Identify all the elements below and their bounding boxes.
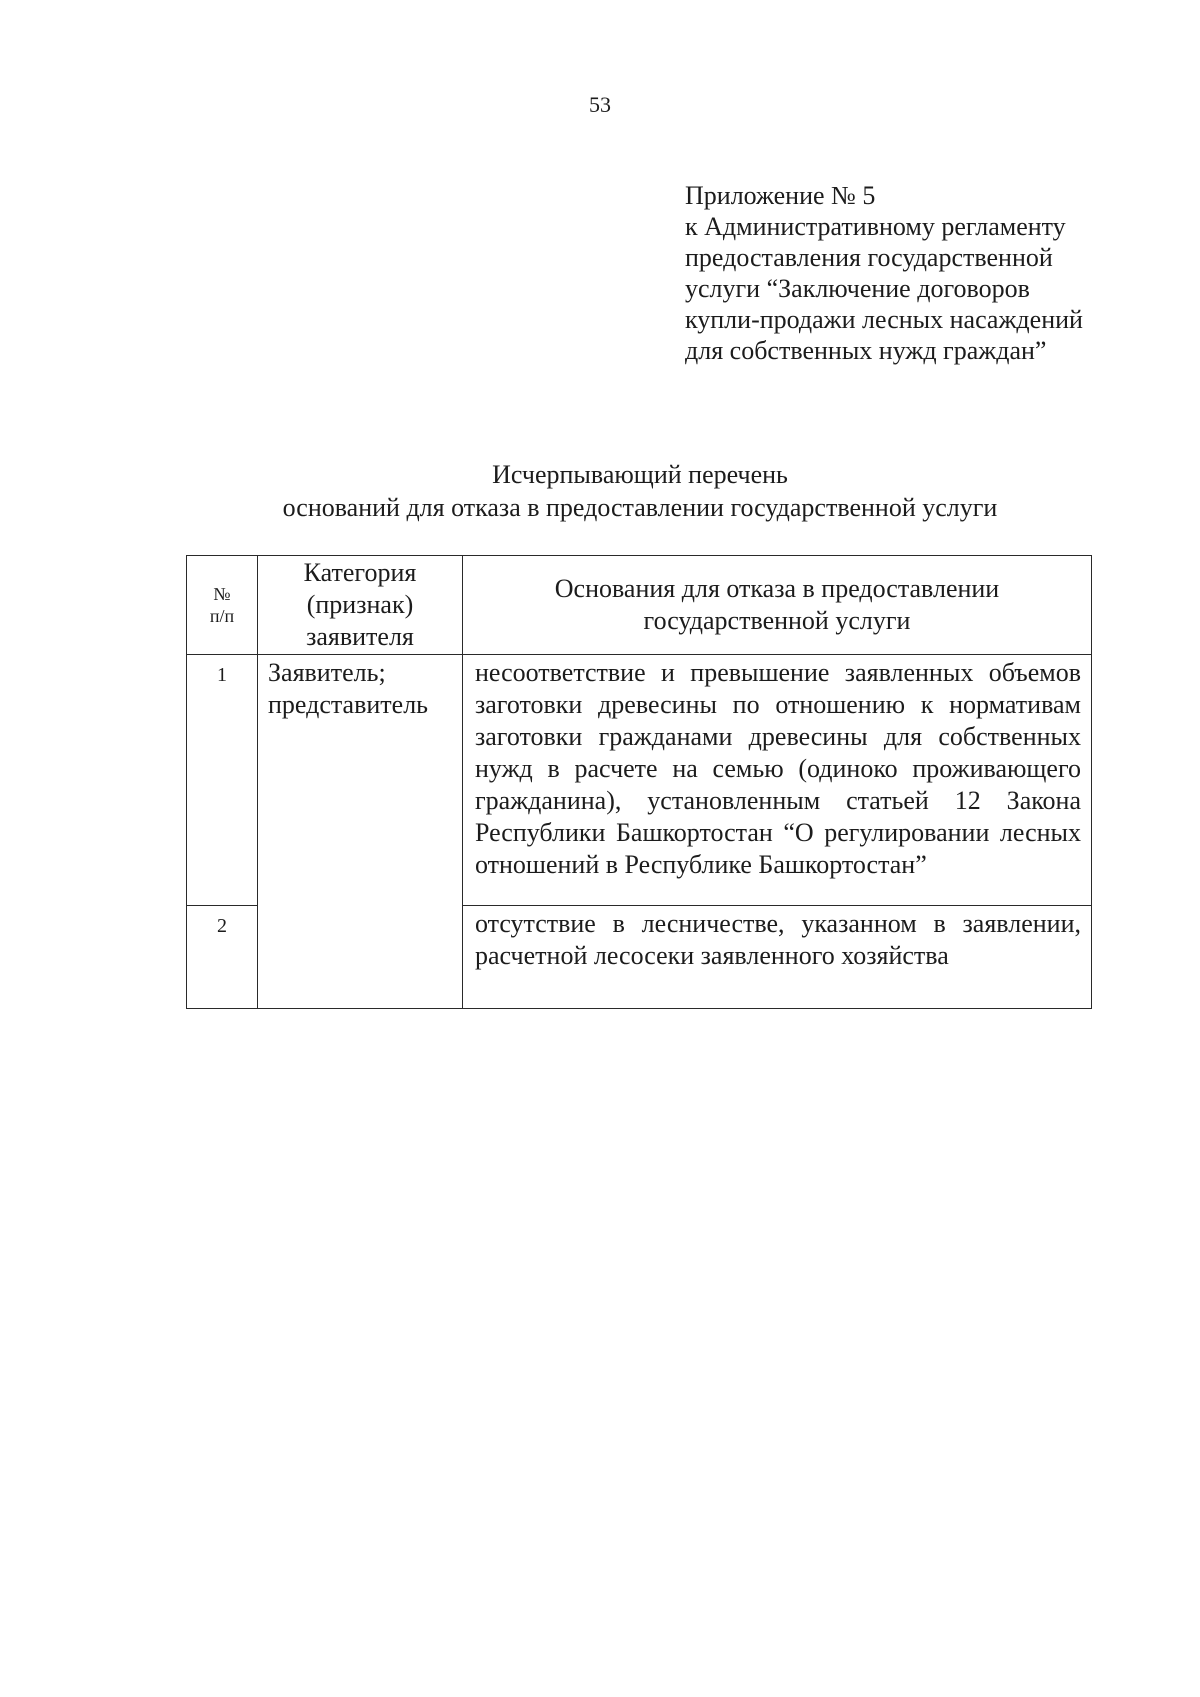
appendix-line: услуги “Заключение договоров (685, 274, 1030, 303)
table-row (187, 655, 1092, 906)
reason-line: отношений в Республике Башкортостан” (475, 850, 927, 879)
category-line: Заявитель; (268, 658, 386, 687)
category-line: представитель (268, 690, 429, 719)
reason-line: Республики Башкортостан “О регулировании лесных (475, 818, 1081, 847)
reason-line: отсутствие в лесничестве, указанном в заявлении, (475, 909, 1081, 938)
header-number-abbr: п/п (209, 606, 235, 626)
header-category-line: Категория (303, 558, 417, 587)
appendix-line: для собственных нужд граждан” (685, 336, 1047, 365)
header-reason-line: Основания для отказа в предоставлении (554, 574, 1000, 603)
appendix-note (685, 180, 1155, 366)
applicant-category-cell (258, 655, 463, 1009)
refusal-reason-cell (463, 906, 1092, 1009)
title-line-1: Исчерпывающий перечень (492, 460, 788, 489)
header-category-line: (признак) (306, 590, 414, 619)
header-reason-line: государственной услуги (643, 606, 911, 635)
document-title (0, 458, 1200, 524)
header-reason (463, 556, 1092, 655)
appendix-line: предоставления государственной (685, 243, 1053, 272)
table-header-row (187, 556, 1092, 655)
appendix-line: купли-продажи лесных насаждений (685, 305, 1083, 334)
header-category (258, 556, 463, 655)
refusal-grounds-table (186, 555, 1092, 1009)
reason-line: заготовки гражданами древесины для собственных (475, 722, 1081, 751)
reason-line: гражданина), установленным статьей 12 Закона (475, 786, 1081, 815)
header-number-symbol: № (213, 584, 231, 604)
row-number: 1 (187, 655, 258, 906)
reason-line: расчетной лесосеки заявленного хозяйства (475, 941, 949, 970)
header-category-line: заявителя (306, 622, 414, 651)
row-number: 2 (187, 906, 258, 1009)
reason-line: заготовки древесины по отношению к нормативам (475, 690, 1081, 719)
appendix-line: Приложение № 5 (685, 181, 876, 210)
appendix-line: к Административному регламенту (685, 212, 1066, 241)
refusal-reason-cell (463, 655, 1092, 906)
reason-line: несоответствие и превышение заявленных объемов (475, 658, 1081, 687)
title-line-2: оснований для отказа в предоставлении государственной услуги (282, 493, 998, 522)
page-number: 53 (589, 92, 611, 117)
header-number (187, 556, 258, 655)
reason-line: нужд в расчете на семью (одиноко проживающего (475, 754, 1081, 783)
